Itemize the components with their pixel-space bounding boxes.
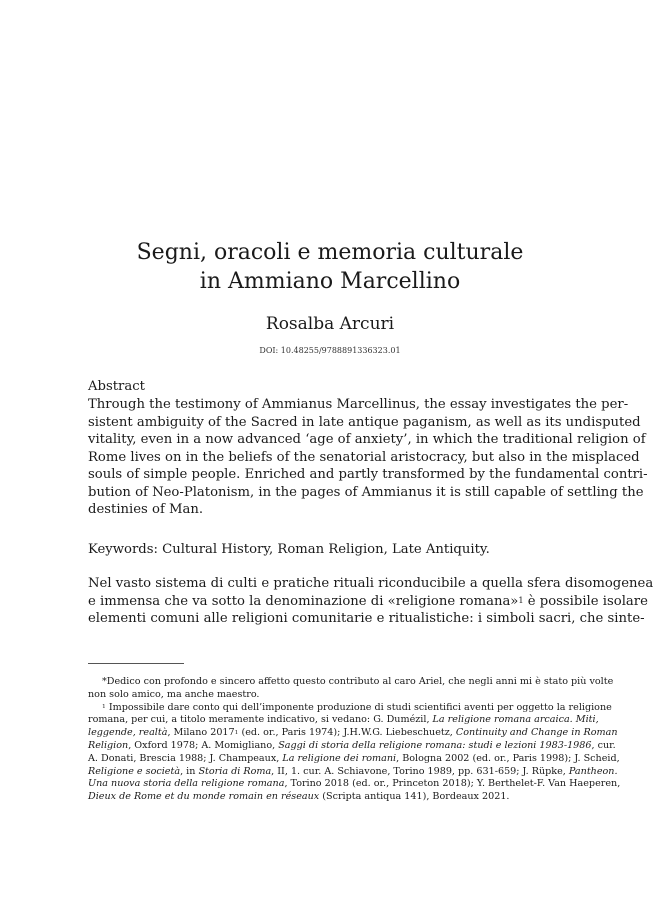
footnote-ref: 1 bbox=[518, 594, 524, 605]
abstract-line: destinies of Man. bbox=[88, 502, 204, 517]
footnote-title: Continuity and Change in Roman bbox=[455, 727, 618, 739]
abstract-line: vitality, even in a now advanced ‘age of anxiety’, in which the traditional religion of bbox=[88, 432, 646, 447]
footnote-text: , in bbox=[180, 765, 199, 777]
footnote-1-line bbox=[88, 739, 616, 753]
footnote-title: Religion bbox=[88, 739, 129, 751]
footnote-title: La religione dei romani bbox=[282, 752, 397, 764]
abstract-line: sistent ambiguity of the Sacred in late antique paganism, as well as its undisputed bbox=[88, 414, 641, 430]
article-title bbox=[88, 238, 572, 296]
footnote-marker: 1 bbox=[102, 703, 106, 711]
abstract-text bbox=[88, 396, 648, 519]
footnote-text: A. Donati, Brescia 1988; J. Champeaux, bbox=[88, 752, 283, 764]
footnote-1-line bbox=[88, 778, 621, 791]
keywords: Keywords: Cultural History, Roman Religion, Late Antiquity. bbox=[88, 542, 490, 557]
intro-text: è possibile isolare bbox=[523, 593, 648, 609]
footnote-title: Dieux de Rome et du monde romain en réseaux bbox=[88, 791, 320, 803]
abstract-line: bution of Neo-Platonism, in the pages of Ammianus it is still capable of settling the bbox=[88, 484, 644, 500]
footnote-star-line: *Dedico con profondo e sincero affetto questo contributo al caro Ariel, che negli anni mi è stato più volte bbox=[102, 676, 614, 687]
footnote-text: , II, 1. cur. A. Schiavone, Torino 1989, pp. 631-659; J. Rüpke, bbox=[271, 765, 569, 777]
footnote-title: Saggi di storia della religione romana: studi e lezioni 1983-1986 bbox=[278, 739, 592, 751]
abstract-line: Rome lives on in the beliefs of the senatorial aristocracy, but also in the misplaced bbox=[88, 449, 640, 465]
abstract-line: souls of simple people. Enriched and partly transformed by the fundamental contri- bbox=[88, 467, 648, 482]
footnote-1-line bbox=[88, 765, 618, 779]
abstract-line: Through the testimony of Ammianus Marcellinus, the essay investigates the per- bbox=[88, 397, 629, 412]
footnote-text: (Scripta antiqua 141), Bordeaux 2021. bbox=[319, 791, 510, 803]
author-name: Rosalba Arcuri bbox=[265, 314, 395, 334]
intro-paragraph bbox=[88, 575, 653, 628]
footnote-text: , Oxford 1978; A. Momigliano, bbox=[128, 739, 279, 751]
title-line-1: Segni, oracoli e memoria culturale bbox=[136, 240, 524, 265]
footnote-title: Pantheon. bbox=[568, 765, 618, 777]
footnote-1-line bbox=[88, 752, 620, 766]
abstract-heading: Abstract bbox=[88, 379, 145, 394]
intro-line bbox=[88, 593, 648, 611]
intro-line: elementi comuni alle religioni comunitarie e ritualistiche: i simboli sacri, che sinte- bbox=[88, 611, 645, 626]
footnote-title: leggende, realtà bbox=[88, 727, 168, 739]
footnote-star-line: non solo amico, ma anche maestro. bbox=[88, 688, 260, 700]
doi-label: DOI: 10.48255/9788891336323.01 bbox=[259, 346, 401, 355]
footnote-separator bbox=[88, 663, 184, 664]
footnote-text: , Milano 2017 bbox=[167, 727, 235, 739]
footnote-title: Religione e società bbox=[88, 765, 181, 777]
footnote-text: (ed. or., Paris 1974); J.H.W.G. Liebeschuetz, bbox=[238, 727, 456, 739]
footnotes bbox=[88, 676, 621, 804]
intro-text: e immensa che va sotto la denominazione di «religione romana» bbox=[88, 593, 519, 609]
edition-marker: 1 bbox=[234, 729, 239, 736]
footnote-1-line bbox=[88, 791, 572, 804]
footnote-text: , Bologna 2002 (ed. or., Paris 1998); J. Scheid, bbox=[396, 752, 620, 764]
footnote-text: , Torino 2018 (ed. or., Princeton 2018); Y. Berthelet-F. Van Haeperen, bbox=[284, 778, 621, 790]
footnote-title: La religione romana arcaica. Miti, bbox=[432, 714, 599, 726]
footnote-1-line bbox=[88, 701, 612, 715]
footnote-title: Una nuova storia della religione romana bbox=[88, 778, 285, 790]
footnote-text: , cur. bbox=[591, 739, 616, 751]
footnote-text: romana, per cui, a titolo meramente indicativo, si vedano: G. Dumézil, bbox=[88, 714, 433, 726]
title-line-2: in Ammiano Marcellino bbox=[199, 269, 461, 294]
intro-line: Nel vasto sistema di culti e pratiche rituali riconducibile a quella sfera disomogenea bbox=[88, 576, 653, 591]
footnote-1-line bbox=[88, 714, 599, 727]
footnote-text: Impossibile dare conto qui dell’imponente produzione di studi scientifici aventi per oggetto la religione bbox=[105, 701, 612, 713]
footnote-title: Storia di Roma bbox=[198, 765, 272, 777]
footnote-1-line bbox=[88, 727, 618, 740]
